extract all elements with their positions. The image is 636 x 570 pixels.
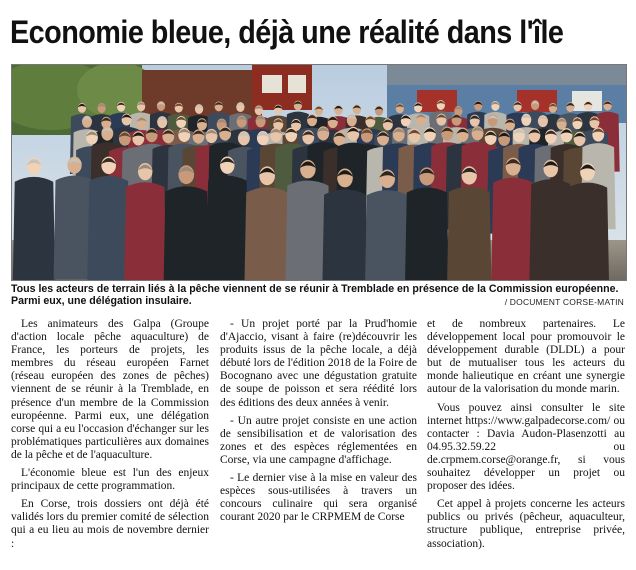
- group-photo-illustration: [12, 65, 626, 280]
- paragraph: - Un autre projet consiste en une action de sensibilisation et de valorisation des zones et des espèces réglementées en Corse, via une campagne d'affichage.: [220, 414, 417, 466]
- photo-credit: / DOCUMENT CORSE-MATIN: [504, 297, 624, 307]
- paragraph: Cet appel à projets concerne les acteurs publics ou privés (pêcheur, aquaculteur, structure publique, entreprise privée, association).: [427, 498, 625, 550]
- photo-caption: Tous les acteurs de terrain liés à la pêche viennent de se réunir à Tremblade en présence de la Commission européenne. Parmi eux, une délégation insulaire.: [11, 283, 619, 307]
- paragraph: Les animateurs des Galpa (Groupe d'action locale pêche aquaculture) de France, les porteurs de projets, les membres du réseau européen Farnet (réseau européen des zones de pêches) viennent de se réunir à la Tremblade, en présence d'un membre de la Commission européenne. Parmi eux, une délégation corse qui a eu l'occasion d'échanger sur les problématiques particulières aux domaines de la pêche et de l'aquaculture.: [11, 318, 209, 461]
- article-column-1: [11, 318, 209, 556]
- paragraph: Vous pouvez ainsi consulter le site internet https://www.galpadecorse.com/ ou contacter : Davia Audon-Plasenzotti au 04.95.32.59.22 ou de.crpmem.corse@orange.fr, si vous souhaitez développer un projet ou proposer des idées.: [427, 401, 625, 493]
- paragraph: et de nombreux partenaires. Le développement local pour promouvoir le développement durable (DLDL) a pour but de mutualiser tous les acteurs du monde halieutique en créant une synergie autour de la valorisation du monde marin.: [427, 318, 625, 396]
- article-headline: Economie bleue, déjà une réalité dans l'île: [10, 14, 564, 50]
- paragraph: - Le dernier vise à la mise en valeur des espèces sous-utilisées à travers un concours culinaire qui sera organisé courant 2020 par le CRPMEM de Corse: [220, 472, 417, 524]
- article-column-3: [427, 318, 625, 556]
- paragraph: L'économie bleue est l'un des enjeux principaux de cette programmation.: [11, 467, 209, 493]
- paragraph: En Corse, trois dossiers ont déjà été validés lors du premier comité de sélection qui a eu lieu au mois de novembre dernier :: [11, 498, 209, 550]
- group-photo: [11, 64, 627, 281]
- paragraph: - Un projet porté par la Prud'homie d'Ajaccio, visant à faire (re)découvrir les produits issus de la pêche locale, a déjà débuté lors de l'édition 2018 de la Foire de Bocognano avec une dégustation gratuite de soupe de poisson et sera réédité lors des éditions des deux années à venir.: [220, 318, 417, 409]
- article-column-2: [220, 318, 417, 529]
